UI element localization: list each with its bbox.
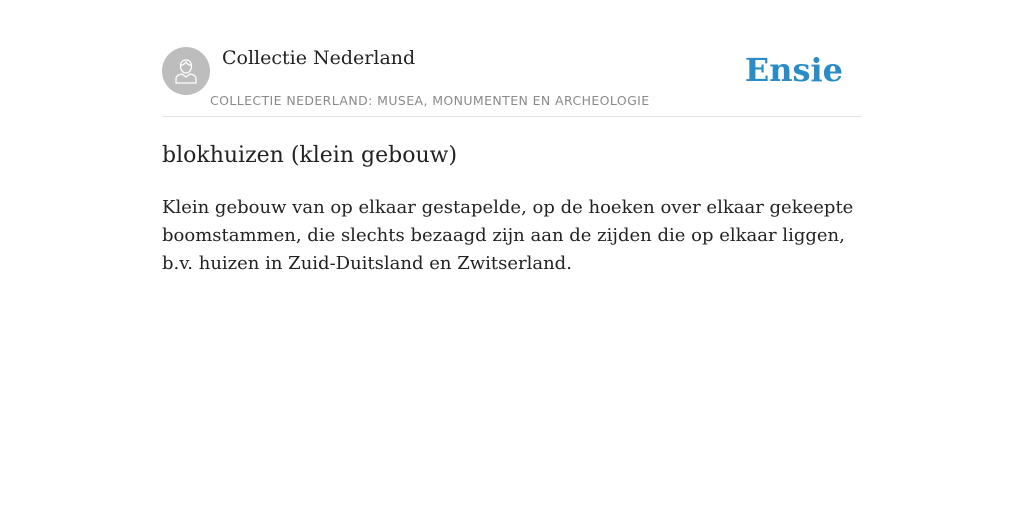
ensie-logo[interactable]: Ensie [744, 51, 843, 89]
user-icon [171, 56, 201, 86]
entry-title: blokhuizen (klein gebouw) [162, 143, 458, 168]
entry-header [162, 46, 862, 117]
author-avatar[interactable] [162, 47, 210, 95]
author-name[interactable]: Collectie Nederland [222, 47, 416, 69]
author-subtitle: COLLECTIE NEDERLAND: MUSEA, MONUMENTEN EN ARCHEOLOGIE [210, 93, 650, 108]
entry-card [162, 46, 862, 278]
entry-definition: Klein gebouw van op elkaar gestapelde, op de hoeken over elkaar gekeepte boomstammen, die slechts bezaagd zijn aan de zijden die op elkaar liggen, b.v. huizen in Zuid-Duitsland en Zwitserland. [162, 197, 854, 274]
